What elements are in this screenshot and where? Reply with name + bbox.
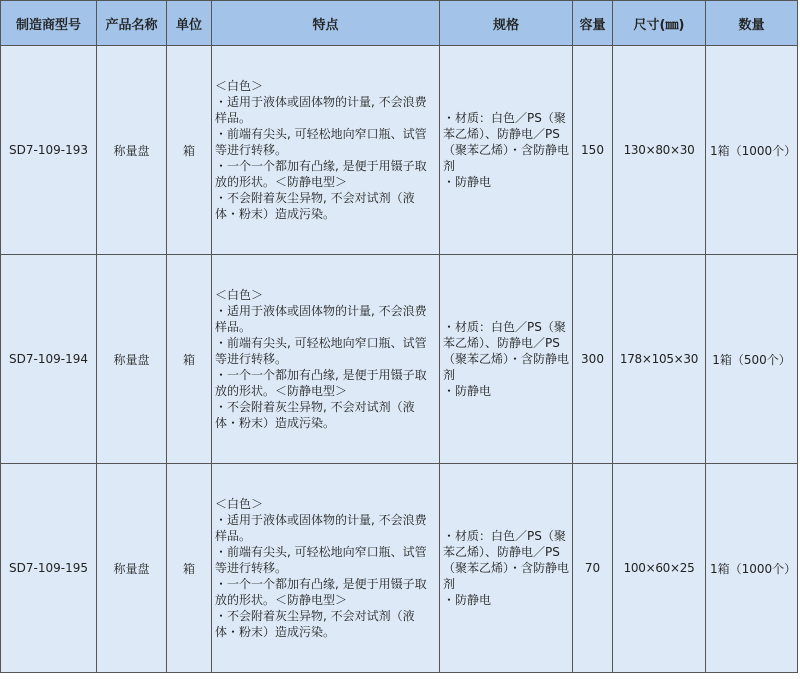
- feature-line: ・前端有尖头, 可轻松地向窄口瓶、试管等进行转移。: [215, 127, 427, 157]
- product-name-cell: 称量盘: [97, 464, 167, 673]
- feature-line: ＜白色＞: [215, 288, 264, 302]
- feature-line: ・前端有尖头, 可轻松地向窄口瓶、试管等进行转移。: [215, 545, 427, 575]
- header-capacity: 容量: [573, 1, 613, 46]
- header-features: 特点: [212, 1, 440, 46]
- header-spec: 规格: [440, 1, 573, 46]
- header-quantity: 数量: [706, 1, 798, 46]
- model-cell: SD7-109-194: [1, 255, 97, 464]
- quantity-cell: 1箱（1000个）: [706, 46, 798, 255]
- header-size: 尺寸(㎜): [613, 1, 706, 46]
- spec-line: ・防静电: [443, 593, 492, 607]
- feature-line: ・一个一个都加有凸缘, 是便于用镊子取放的形状。＜防静电型＞: [215, 577, 427, 607]
- feature-line: ・适用于液体或固体物的计量, 不会浪费样品。: [215, 304, 427, 334]
- table-row: [1, 464, 798, 673]
- feature-line: ・一个一个都加有凸缘, 是便于用镊子取放的形状。＜防静电型＞: [215, 159, 427, 189]
- feature-line: ・不会附着灰尘异物, 不会对试剂（液体・粉末）造成污染。: [215, 609, 415, 639]
- unit-cell: 箱: [167, 464, 212, 673]
- header-row: [1, 1, 798, 46]
- capacity-cell: 70: [573, 464, 613, 673]
- feature-line: ＜白色＞: [215, 79, 264, 93]
- capacity-cell: 150: [573, 46, 613, 255]
- features-cell: [212, 464, 440, 673]
- size-cell: 100×60×25: [613, 464, 706, 673]
- feature-line: ・适用于液体或固体物的计量, 不会浪费样品。: [215, 95, 427, 125]
- spec-line: ・材质：白色／PS（聚苯乙烯）、防静电／PS（聚苯乙烯）・含防静电剂: [443, 320, 570, 382]
- feature-line: ・适用于液体或固体物的计量, 不会浪费样品。: [215, 513, 427, 543]
- feature-line: ・不会附着灰尘异物, 不会对试剂（液体・粉末）造成污染。: [215, 400, 415, 430]
- spec-cell: [440, 464, 573, 673]
- header-unit: 单位: [167, 1, 212, 46]
- features-cell: [212, 46, 440, 255]
- product-name-cell: 称量盘: [97, 46, 167, 255]
- table-row: [1, 46, 798, 255]
- spec-line: ・防静电: [443, 384, 492, 398]
- feature-line: ＜白色＞: [215, 497, 264, 511]
- spec-cell: [440, 255, 573, 464]
- features-cell: [212, 255, 440, 464]
- header-product-name: 产品名称: [97, 1, 167, 46]
- size-cell: 130×80×30: [613, 46, 706, 255]
- product-name-cell: 称量盘: [97, 255, 167, 464]
- quantity-cell: 1箱（500个）: [706, 255, 798, 464]
- feature-line: ・不会附着灰尘异物, 不会对试剂（液体・粉末）造成污染。: [215, 191, 415, 221]
- quantity-cell: 1箱（1000个）: [706, 464, 798, 673]
- model-cell: SD7-109-195: [1, 464, 97, 673]
- table-row: [1, 255, 798, 464]
- spec-line: ・防静电: [443, 175, 492, 189]
- size-cell: 178×105×30: [613, 255, 706, 464]
- capacity-cell: 300: [573, 255, 613, 464]
- unit-cell: 箱: [167, 255, 212, 464]
- feature-line: ・前端有尖头, 可轻松地向窄口瓶、试管等进行转移。: [215, 336, 427, 366]
- spec-cell: [440, 46, 573, 255]
- spec-line: ・材质：白色／PS（聚苯乙烯）、防静电／PS（聚苯乙烯）・含防静电剂: [443, 111, 570, 173]
- unit-cell: 箱: [167, 46, 212, 255]
- header-model: 制造商型号: [1, 1, 97, 46]
- model-cell: SD7-109-193: [1, 46, 97, 255]
- feature-line: ・一个一个都加有凸缘, 是便于用镊子取放的形状。＜防静电型＞: [215, 368, 427, 398]
- spec-line: ・材质：白色／PS（聚苯乙烯）、防静电／PS（聚苯乙烯）・含防静电剂: [443, 529, 570, 591]
